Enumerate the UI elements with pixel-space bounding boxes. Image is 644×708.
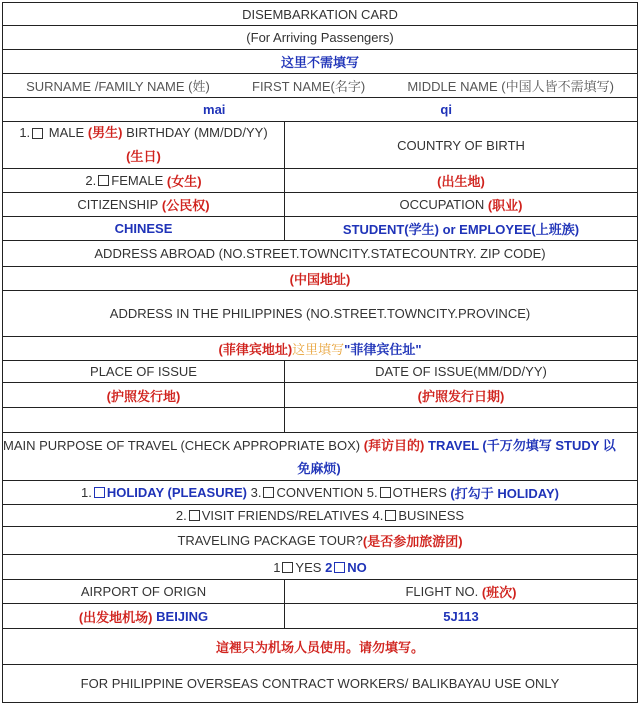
citizenship-occupation-row — [2, 193, 638, 217]
airport-value-cell[interactable] — [3, 604, 284, 628]
flight-value[interactable]: 5J113 — [284, 604, 637, 628]
yes-checkbox[interactable] — [282, 562, 293, 573]
purpose-hint2: 免麻烦) — [297, 460, 341, 476]
male-birthday-cell — [3, 122, 284, 168]
yes-num: 1 — [273, 559, 281, 575]
male-cn: (男生) — [87, 125, 123, 140]
female-label: FEMALE — [111, 173, 164, 188]
flight-no-label: FLIGHT NO. — [405, 584, 479, 599]
issue-label-row — [2, 361, 638, 383]
business-label: BUSINESS — [398, 508, 465, 523]
ofw-note: FOR PHILIPPINE OVERSEAS CONTRACT WORKERS/ BALIKBAYAU USE ONLY — [80, 676, 560, 691]
address-ph-label: ADDRESS IN THE PHILIPPINES (NO.STREET.TOWNCITY.PROVINCE) — [109, 306, 531, 321]
occupation-cell — [284, 193, 637, 216]
female-prefix: 2. — [85, 173, 97, 188]
place-of-issue-blank[interactable] — [3, 408, 284, 432]
address-ph-note-row — [2, 337, 638, 361]
citizenship-occupation-values — [2, 217, 638, 241]
address-ph-hint: 这里填写 — [292, 342, 345, 357]
option-4-num: 4. — [372, 508, 384, 523]
holiday-note: (打勾于 HOLIDAY) — [450, 486, 559, 501]
purpose-options-row-1 — [2, 481, 638, 505]
option-3-num: 3. — [250, 485, 262, 500]
address-abroad-label: ADDRESS ABROAD (NO.STREET.TOWNCITY.STATECOUNTRY. ZIP CODE) — [94, 246, 546, 261]
address-ph-row — [2, 291, 638, 337]
occupation-cn: (职业) — [487, 198, 523, 213]
surname-label: SURNAME /FAMILY NAME (姓) — [26, 79, 210, 94]
staff-only-note: 這裡只为机场人员使用。请勿填写。 — [215, 640, 424, 655]
birthday-label: BIRTHDAY (MM/DD/YY) — [126, 125, 268, 140]
place-of-issue-label: PLACE OF ISSUE — [90, 364, 197, 379]
holiday-label: HOLIDAY (PLEASURE) — [106, 485, 247, 500]
purpose-options-2 — [3, 505, 637, 526]
purpose-options-1 — [3, 481, 637, 504]
no-fill-note: 这里不需填写 — [280, 55, 359, 70]
citizenship-cell — [3, 193, 284, 216]
convention-label: CONVENTION — [276, 485, 364, 500]
male-checkbox[interactable] — [32, 128, 43, 139]
card-subtitle: (For Arriving Passengers) — [246, 30, 394, 45]
airport-value[interactable]: BEIJING — [156, 608, 209, 624]
others-checkbox[interactable] — [380, 487, 391, 498]
birthday-cn: (生日) — [126, 149, 161, 164]
flight-no-cn: (班次) — [481, 585, 517, 600]
purpose-hint: TRAVEL (千万勿填写 STUDY 以 — [428, 437, 616, 453]
others-label: OTHERS — [392, 485, 447, 500]
country-of-birth-cn: (出生地) — [284, 169, 637, 192]
middle-name-label: MIDDLE NAME (中国人皆不需填写) — [407, 79, 614, 94]
first-name-value[interactable]: qi — [440, 102, 452, 117]
first-name-label: FIRST NAME(名字) — [252, 79, 366, 94]
flight-no-cell — [284, 580, 637, 603]
date-of-issue-blank[interactable] — [284, 408, 637, 432]
holiday-checkbox[interactable] — [94, 487, 105, 498]
staff-only-row — [2, 629, 638, 665]
citizenship-label: CITIZENSHIP — [77, 197, 159, 212]
no-checkbox[interactable] — [334, 562, 345, 573]
name-value-row[interactable] — [2, 98, 638, 122]
package-tour-cell — [3, 527, 637, 554]
address-ph-note — [3, 337, 637, 360]
male-label: MALE — [48, 125, 85, 140]
convention-checkbox[interactable] — [263, 487, 274, 498]
option-1-num: 1. — [81, 485, 92, 500]
ofw-row — [2, 665, 638, 703]
purpose-options-row-2 — [2, 505, 638, 527]
yes-no-row — [2, 555, 638, 580]
subtitle-row — [2, 26, 638, 50]
name-values — [3, 98, 637, 121]
country-of-birth-label: COUNTRY OF BIRTH — [284, 122, 637, 168]
visit-checkbox[interactable] — [189, 510, 200, 521]
business-checkbox[interactable] — [385, 510, 396, 521]
address-abroad-row — [2, 241, 638, 267]
visit-label: VISIT FRIENDS/RELATIVES — [201, 508, 369, 523]
date-of-issue-cn: (护照发行日期) — [284, 383, 637, 407]
title-row — [2, 2, 638, 26]
issue-blank-row[interactable] — [2, 408, 638, 433]
no-label: NO — [347, 559, 367, 575]
airport-flight-label-row — [2, 580, 638, 604]
airport-flight-value-row — [2, 604, 638, 629]
no-fill-row — [2, 50, 638, 74]
occupation-value[interactable]: STUDENT(学生) or EMPLOYEE(上班族) — [284, 217, 637, 240]
female-cn: (女生) — [166, 174, 202, 189]
address-abroad-cn: (中国地址) — [289, 272, 351, 287]
male-prefix: 1. — [19, 125, 31, 140]
date-of-issue-label: DATE OF ISSUE(MM/DD/YY) — [284, 361, 637, 382]
name-headers — [3, 74, 637, 97]
package-tour-row — [2, 527, 638, 555]
package-tour-label: TRAVELING PACKAGE TOUR? — [177, 533, 363, 548]
address-abroad-cn-row — [2, 267, 638, 291]
airport-cn: (出发地机场) — [78, 609, 153, 625]
female-row — [2, 169, 638, 193]
occupation-label: OCCUPATION — [399, 197, 485, 212]
address-ph-quote: "菲律宾住址" — [344, 342, 422, 357]
citizenship-cn: (公民权) — [161, 198, 210, 213]
yes-label: YES — [295, 559, 322, 575]
option-2-num: 2. — [175, 508, 187, 523]
place-of-issue-cn: (护照发行地) — [106, 388, 181, 404]
citizenship-value[interactable]: CHINESE — [114, 221, 173, 236]
option-5-num: 5. — [366, 485, 378, 500]
gender-birthday-row — [2, 122, 638, 169]
name-header-row — [2, 74, 638, 98]
issue-cn-row — [2, 383, 638, 408]
purpose-label: MAIN PURPOSE OF TRAVEL (CHECK APPROPRIATE BOX) — [3, 437, 361, 453]
address-ph-cn: (菲律宾地址) — [218, 342, 293, 357]
purpose-cn: (拜访目的) — [363, 437, 425, 453]
purpose-cell — [3, 433, 637, 480]
female-cell — [3, 169, 284, 192]
purpose-row — [2, 433, 638, 481]
package-tour-cn: (是否参加旅游团) — [362, 534, 463, 549]
female-checkbox[interactable] — [98, 175, 109, 186]
card-title: DISEMBARKATION CARD — [242, 6, 398, 22]
no-num: 2 — [325, 559, 333, 575]
airport-of-origin-label: AIRPORT OF ORIGN — [80, 584, 207, 599]
surname-value[interactable]: mai — [203, 102, 226, 117]
yes-no-cell — [3, 555, 637, 579]
disembarkation-card — [2, 2, 638, 703]
